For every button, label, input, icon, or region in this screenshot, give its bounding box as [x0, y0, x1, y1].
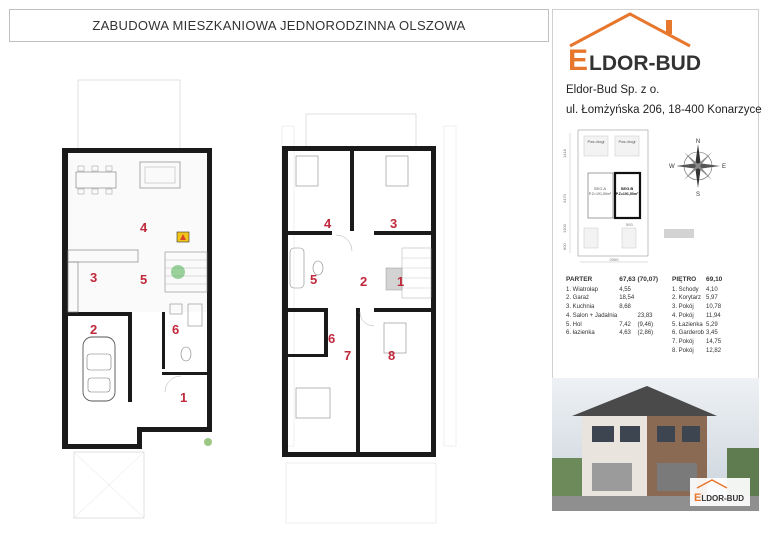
parter-heading: PARTER [566, 276, 593, 283]
room-number: 3 [90, 270, 98, 285]
svg-text:800: 800 [562, 243, 567, 250]
rendering-logo: ELDOR-BUD [694, 492, 745, 504]
table-row: 3. Kuchnia 8,68 [566, 304, 631, 311]
table-row: 6. łazienka 4,63 (2,86) [566, 330, 654, 337]
compass-rose [670, 140, 730, 196]
svg-text:2000: 2000 [609, 257, 619, 262]
svg-text:N: N [695, 139, 701, 145]
room-number: 1 [397, 274, 405, 289]
svg-text:1300: 1300 [562, 224, 567, 233]
logo-letter-e: E [568, 44, 589, 77]
table-row: 2. Korytarz 5,97 [672, 295, 718, 302]
company-logo [562, 8, 712, 80]
table-row: 3. Pokój 10,78 [672, 304, 722, 311]
svg-text:P.Z=191,50m²: P.Z=191,50m² [588, 192, 612, 196]
room-number: 2 [90, 322, 98, 337]
upper-floor-plan [266, 108, 481, 528]
svg-text:SEG.A: SEG.A [593, 186, 607, 191]
table-row: 5. Łazienka 5,29 [672, 321, 718, 328]
site-label-road-b: Pas drogi [618, 139, 636, 144]
parter-area-table [566, 276, 660, 338]
page-title: ZABUDOWA MIESZKANIOWA JEDNORODZINNA OLSZOWA [9, 9, 549, 42]
room-number: 8 [388, 348, 396, 363]
parter-total: 67,63 [619, 276, 636, 283]
svg-text:3470: 3470 [562, 194, 567, 203]
svg-text:1418: 1418 [562, 149, 567, 158]
svg-text:S: S [695, 192, 701, 198]
table-row: 4. Salon + Jadalnia 23,83 [566, 312, 653, 319]
pietro-total: 69,10 [706, 276, 723, 283]
ground-floor-plan [20, 72, 240, 527]
house-rendering [552, 378, 759, 511]
svg-text:E: E [722, 164, 727, 170]
table-row: 1. Wiatrołap 4,55 [566, 286, 631, 293]
table-row: 1. Schody 4,10 [672, 286, 718, 293]
room-number: 5 [140, 272, 148, 287]
room-number: 1 [180, 390, 188, 405]
pietro-heading: PIĘTRO [672, 276, 697, 283]
pietro-area-table [672, 276, 724, 355]
room-number: 2 [360, 274, 368, 289]
room-number: 6 [172, 322, 180, 337]
logo-rest: LDOR-BUD [589, 52, 701, 75]
table-row: 7. Pokój 14,75 [672, 338, 722, 345]
scale-bar [664, 229, 694, 238]
site-label-road-a: Pas drogi [587, 139, 605, 144]
parter-total-alt: (70,07) [637, 276, 659, 283]
room-number: 7 [344, 348, 352, 363]
table-row: 5. Hol 7,42 (9,46) [566, 321, 654, 328]
table-row: 8. Pokój 12,82 [672, 347, 722, 354]
company-name: Eldor-Bud Sp. z o. [566, 84, 660, 96]
svg-text:W: W [669, 164, 675, 170]
table-row: 4. Pokój 11,94 [672, 312, 721, 319]
svg-text:P.Z=191,50m²: P.Z=191,50m² [615, 192, 639, 196]
company-address: ul. Łomżyńska 206, 18-400 Konarzyce [566, 104, 762, 116]
room-number: 3 [390, 216, 398, 231]
table-row: 6. Garderob 3,45 [672, 330, 718, 337]
room-number: 4 [140, 220, 148, 235]
svg-text:593: 593 [626, 222, 633, 227]
table-row: 2. Garaż 18,54 [566, 295, 635, 302]
site-plan [560, 128, 670, 268]
svg-text:SEG.B: SEG.B [620, 186, 634, 191]
room-number: 6 [328, 331, 336, 346]
room-number: 5 [310, 272, 318, 287]
room-number: 4 [324, 216, 332, 231]
